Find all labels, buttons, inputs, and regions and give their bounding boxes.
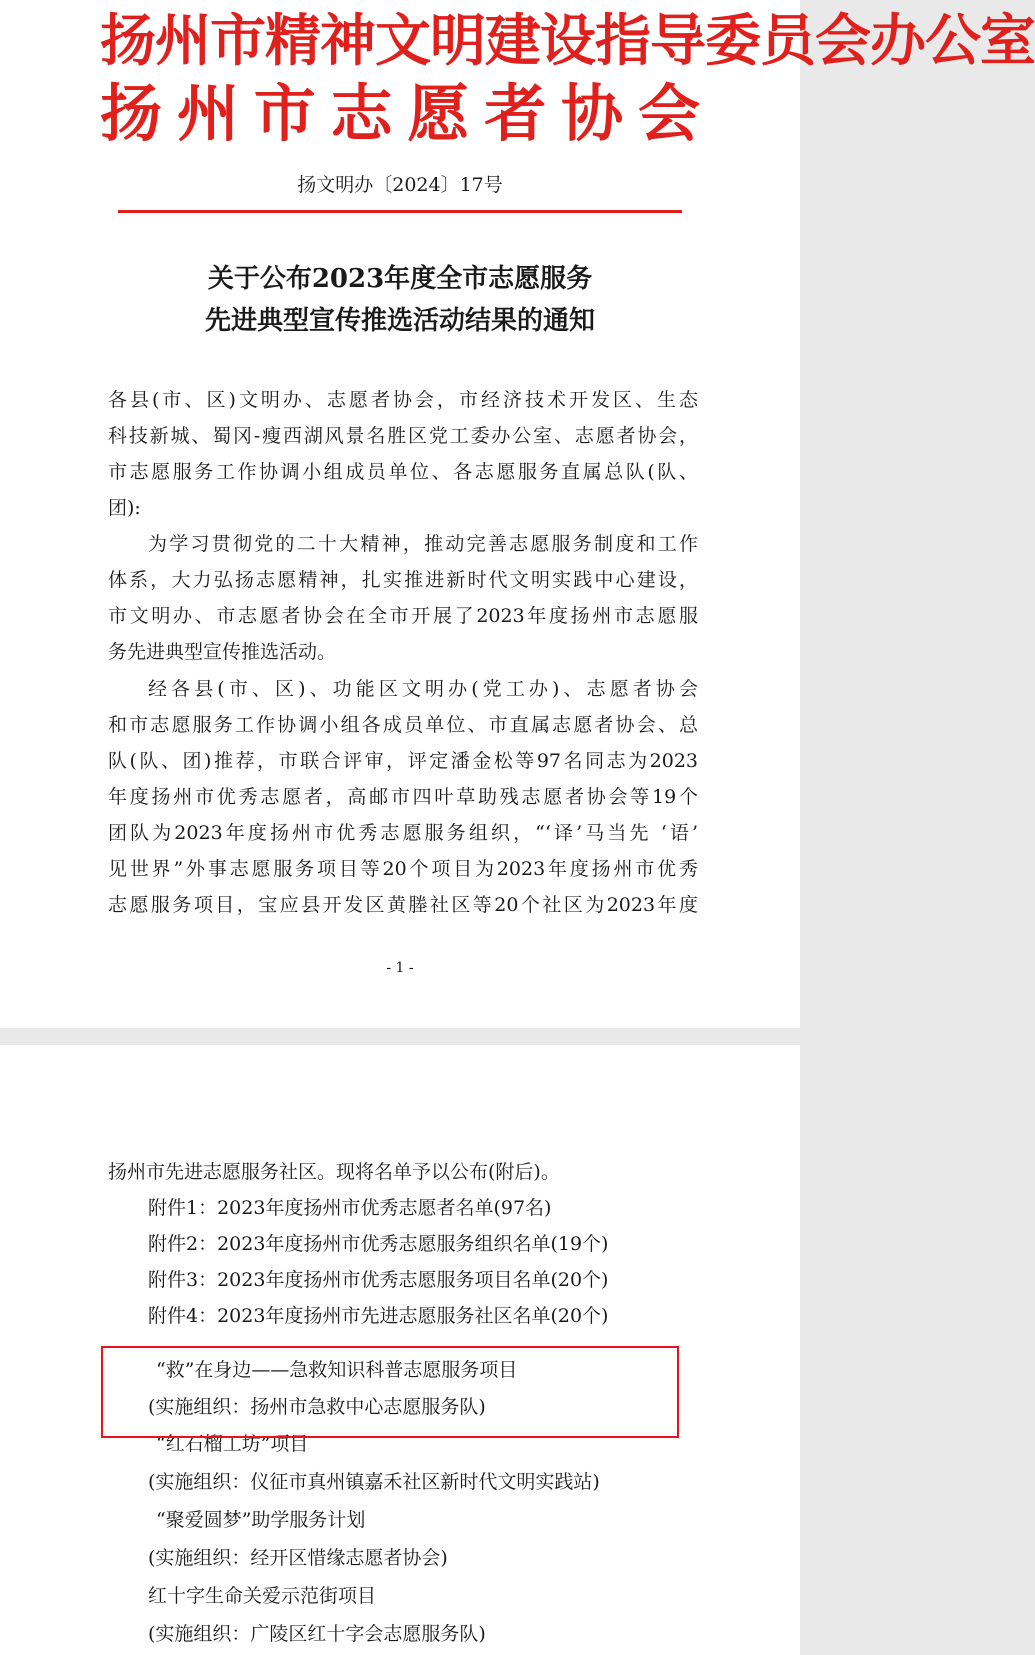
project-name: “聚爱圆梦”助学服务计划 <box>156 1509 366 1531</box>
project-organizer: (实施组织：仪征市真州镇嘉禾社区新时代文明实践站) <box>148 1471 600 1493</box>
attachment-item-4: 附件4：2023年度扬州市先进志愿服务社区名单(20个) <box>148 1305 609 1327</box>
body-line: 队(队、团)推荐，市联合评审，评定潘金松等97名同志为2023 <box>108 750 698 772</box>
body-line: 团队为2023年度扬州市优秀志愿服务组织，“‘译’马当先 ‘语’ <box>108 822 698 844</box>
body-line: 团): <box>108 497 141 519</box>
body-line: 市文明办、市志愿者协会在全市开展了2023年度扬州市志愿服 <box>108 605 698 627</box>
attachment-item-3: 附件3：2023年度扬州市优秀志愿服务项目名单(20个) <box>148 1269 609 1291</box>
attachment-item-2: 附件2：2023年度扬州市优秀志愿服务组织名单(19个) <box>148 1233 609 1255</box>
notice-title-line-1: 关于公布2023年度全市志愿服务 <box>207 264 593 294</box>
project-organizer: (实施组织：广陵区红十字会志愿服务队) <box>148 1623 486 1645</box>
body-line: 科技新城、蜀冈-瘦西湖风景名胜区党工委办公室、志愿者协会， <box>108 425 698 447</box>
notice-title-line-2: 先进典型宣传推选活动结果的通知 <box>204 306 595 336</box>
body-line: 见世界”外事志愿服务项目等20个项目为2023年度扬州市优秀 <box>108 858 698 880</box>
body-line: 扬州市先进志愿服务社区。现将名单予以公布(附后)。 <box>108 1161 560 1183</box>
project-name: “救”在身边——急救知识科普志愿服务项目 <box>156 1359 518 1381</box>
body-line: 市志愿服务工作协调小组成员单位、各志愿服务直属总队(队、 <box>108 461 698 483</box>
body-line: 经各县(市、区)、功能区文明办(党工办)、志愿者协会 <box>148 678 698 700</box>
issuer-name-2: 扬州市志愿者协会 <box>100 77 700 150</box>
body-line: 志愿服务项目，宝应县开发区黄塍社区等20个社区为2023年度 <box>108 894 698 916</box>
body-line: 年度扬州市优秀志愿者，高邮市四叶草助残志愿者协会等19个 <box>108 786 698 808</box>
body-line: 为学习贯彻党的二十大精神，推动完善志愿服务制度和工作 <box>148 533 698 555</box>
body-line: 和市志愿服务工作协调小组各成员单位、市直属志愿者协会、总 <box>108 714 698 736</box>
issuer-name-1: 扬州市精神文明建设指导委员会办公室 <box>100 8 1035 74</box>
attachment-item-1: 附件1：2023年度扬州市优秀志愿者名单(97名) <box>148 1197 552 1219</box>
highlight-box <box>101 1346 679 1438</box>
body-line: 各县(市、区)文明办、志愿者协会，市经济技术开发区、生态 <box>108 389 698 411</box>
body-line: 务先进典型宣传推选活动。 <box>108 641 337 663</box>
header-divider <box>118 210 682 213</box>
project-organizer: (实施组织：经开区惜缘志愿者协会) <box>148 1547 448 1569</box>
document-number: 扬文明办〔2024〕17号 <box>297 174 503 196</box>
project-name: 红十字生命关爱示范街项目 <box>148 1585 377 1607</box>
project-name: “红石榴工坊”项目 <box>156 1433 309 1455</box>
body-line: 体系，大力弘扬志愿精神，扎实推进新时代文明实践中心建设， <box>108 569 698 591</box>
project-organizer: (实施组织：扬州市急救中心志愿服务队) <box>148 1396 486 1418</box>
page-number: - 1 - <box>386 960 414 976</box>
